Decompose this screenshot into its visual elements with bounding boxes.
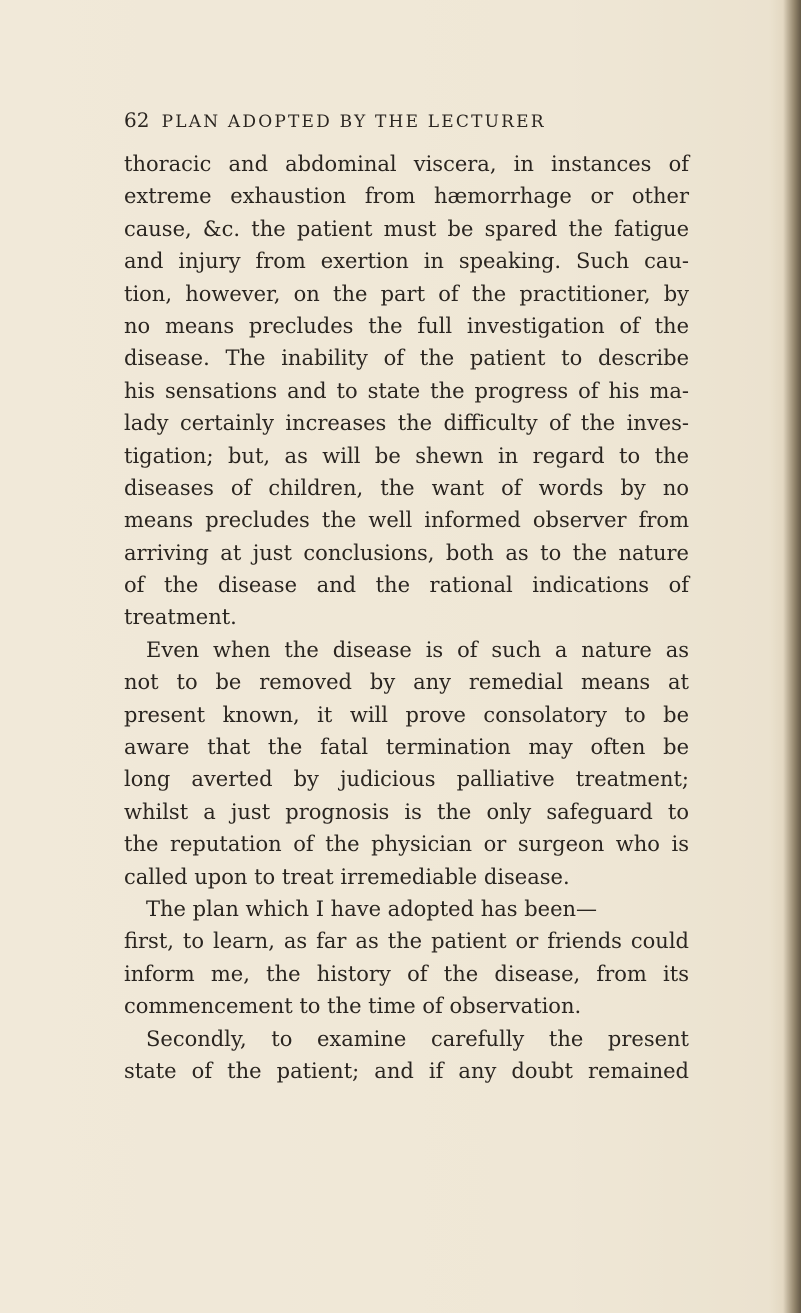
page-number: 62 [124, 108, 150, 132]
paragraph-start-line: The plan which I have adopted has been— [146, 896, 598, 921]
paragraph-end-line: called upon to treat irremediable disease. [124, 864, 570, 889]
text-line: means precludes the well informed observer from [124, 508, 689, 533]
text-line: state of the patient; and if any doubt remained [124, 1058, 689, 1083]
text-line: no means precludes the full investigation of the [124, 313, 689, 338]
text-line: first, to learn, as far as the patient or friends could [124, 929, 689, 954]
text-line: aware that the fatal termination may often be [124, 735, 689, 760]
text-line: tigation; but, as will be shewn in regard to the [124, 443, 689, 468]
page-edge-shadow [783, 0, 801, 1313]
text-line: whilst a just prognosis is the only safeguard to [124, 799, 689, 824]
text-line: thoracic and abdominal viscera, in instances of [124, 152, 689, 176]
text-line: tion, however, on the part of the practitioner, by [124, 281, 689, 306]
body-text [124, 148, 689, 1087]
text-line: present known, it will prove consolatory to be [124, 702, 689, 727]
text-line: arriving at just conclusions, both as to the nature [124, 540, 689, 565]
text-line: cause, &c. the patient must be spared the fatigue [124, 216, 689, 241]
text-line: diseases of children, the want of words by no [124, 475, 689, 500]
text-line: not to be removed by any remedial means at [124, 670, 689, 695]
running-head-title: PLAN ADOPTED BY THE LECTURER [161, 112, 546, 132]
text-line: lady certainly increases the difficulty of the inves- [124, 411, 689, 436]
text-line: his sensations and to state the progress of his ma- [124, 378, 689, 403]
text-line: inform me, the history of the disease, from its [124, 961, 689, 986]
paragraph-start-line: Secondly, to examine carefully the present [146, 1026, 689, 1051]
text-line: extreme exhaustion from hæmorrhage or other [124, 184, 689, 209]
text-line: long averted by judicious palliative treatment; [124, 767, 689, 792]
text-line: disease. The inability of the patient to describe [124, 346, 689, 371]
paragraph-end-line: commencement to the time of observation. [124, 994, 582, 1019]
text-line: of the disease and the rational indications of [124, 573, 689, 598]
paragraph-end-line: treatment. [124, 605, 237, 630]
running-head [124, 108, 684, 136]
text-line: and injury from exertion in speaking. Such cau- [124, 249, 689, 274]
text-line: the reputation of the physician or surgeon who is [124, 832, 689, 857]
paragraph-start-line: Even when the disease is of such a nature as [146, 637, 689, 662]
